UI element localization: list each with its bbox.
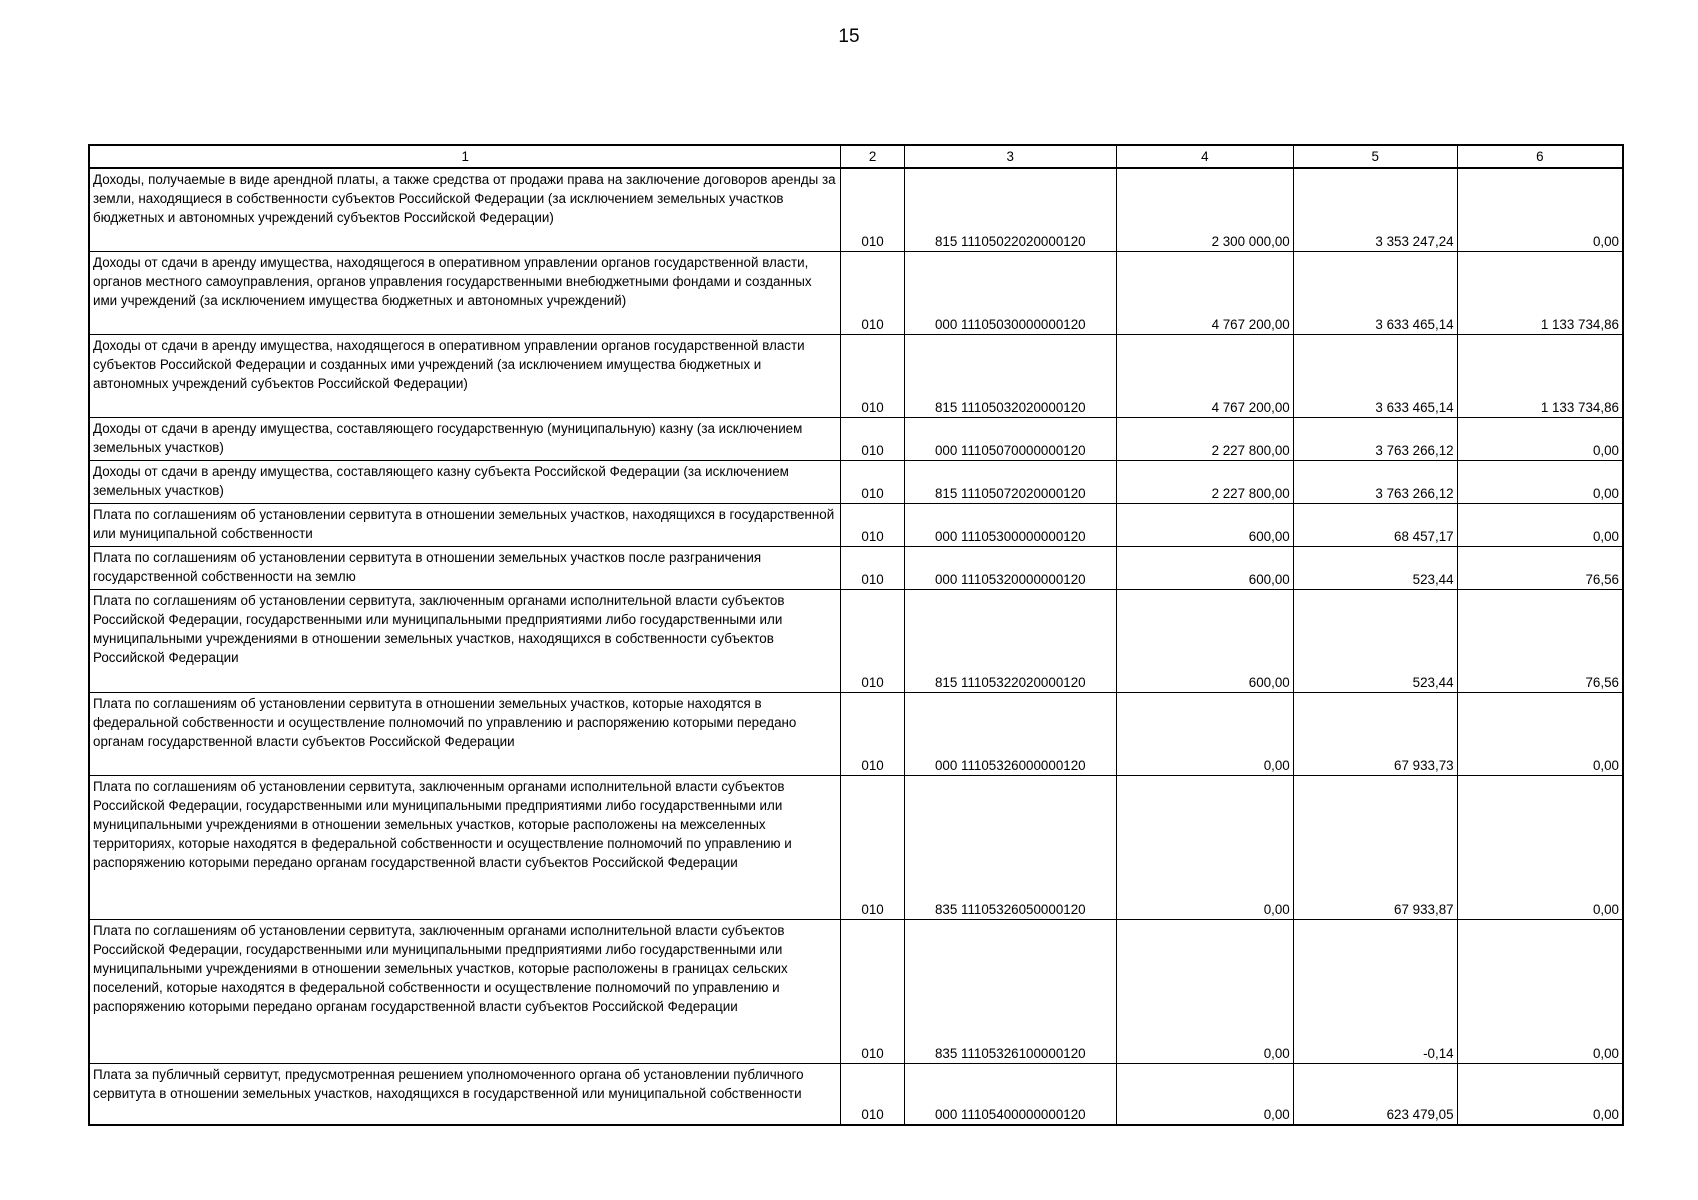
row-approved: 600,00 [1116,503,1293,546]
table-body [89,168,1623,1125]
row-unexecuted: 76,56 [1457,589,1623,692]
row-executed: 67 933,87 [1293,775,1457,919]
table-row [89,251,1623,334]
row-executed: 523,44 [1293,546,1457,589]
row-budget-code: 000 11105320000000120 [904,546,1116,589]
row-unexecuted: 0,00 [1457,692,1623,775]
row-budget-code: 000 11105326000000120 [904,692,1116,775]
row-line-code: 010 [841,503,904,546]
header-col-3: 3 [904,145,1116,168]
row-name: Доходы от сдачи в аренду имущества, находящегося в оперативном управлении органов государственной власти субъектов Российской Федерации и созданных ими учреждений (за исключением имущества бюджетных и автономных учреждений субъектов Российской Федерации) [89,334,841,417]
table-row [89,460,1623,503]
row-budget-code: 000 11105400000000120 [904,1063,1116,1125]
table-row [89,168,1623,251]
table-row [89,692,1623,775]
table-row [89,503,1623,546]
row-executed: 68 457,17 [1293,503,1457,546]
row-budget-code: 815 11105072020000120 [904,460,1116,503]
row-name: Доходы от сдачи в аренду имущества, составляющего казну субъекта Российской Федерации (за исключением земельных участков) [89,460,841,503]
table-row [89,919,1623,1063]
row-name: Доходы от сдачи в аренду имущества, находящегося в оперативном управлении органов государственной власти, органов местного самоуправления, органов управления государственными внебюджетными фондами и созданных ими учреждений (за исключением имущества бюджетных и автономных учреждений) [89,251,841,334]
row-executed: 3 633 465,14 [1293,251,1457,334]
row-budget-code: 835 11105326100000120 [904,919,1116,1063]
row-unexecuted: 0,00 [1457,503,1623,546]
row-line-code: 010 [841,775,904,919]
row-approved: 600,00 [1116,589,1293,692]
row-name: Плата за публичный сервитут, предусмотренная решением уполномоченного органа об установлении публичного сервитута в отношении земельных участков, находящихся в государственной или муниципальной собственности [89,1063,841,1125]
row-line-code: 010 [841,417,904,460]
row-name: Доходы, получаемые в виде арендной платы, а также средства от продажи права на заключение договоров аренды за земли, находящиеся в собственности субъектов Российской Федерации (за исключением земельных участков бюджетных и автономных учреждений субъектов Российской Федерации) [89,168,841,251]
row-approved: 2 227 800,00 [1116,460,1293,503]
row-budget-code: 000 11105070000000120 [904,417,1116,460]
row-unexecuted: 0,00 [1457,417,1623,460]
table-row [89,334,1623,417]
row-unexecuted: 1 133 734,86 [1457,251,1623,334]
row-name: Доходы от сдачи в аренду имущества, составляющего государственную (муниципальную) казну (за исключением земельных участков) [89,417,841,460]
row-unexecuted: 0,00 [1457,919,1623,1063]
header-col-1: 1 [89,145,841,168]
row-approved: 4 767 200,00 [1116,334,1293,417]
row-line-code: 010 [841,334,904,417]
table-row [89,589,1623,692]
row-approved: 0,00 [1116,692,1293,775]
row-approved: 2 227 800,00 [1116,417,1293,460]
row-line-code: 010 [841,168,904,251]
header-col-4: 4 [1116,145,1293,168]
row-approved: 0,00 [1116,775,1293,919]
row-executed: 67 933,73 [1293,692,1457,775]
row-unexecuted: 0,00 [1457,460,1623,503]
row-budget-code: 000 11105030000000120 [904,251,1116,334]
row-budget-code: 000 11105300000000120 [904,503,1116,546]
row-approved: 600,00 [1116,546,1293,589]
revenue-table [88,144,1624,1126]
row-unexecuted: 1 133 734,86 [1457,334,1623,417]
row-executed: 623 479,05 [1293,1063,1457,1125]
header-col-5: 5 [1293,145,1457,168]
table-header [89,145,1623,168]
row-unexecuted: 76,56 [1457,546,1623,589]
row-executed: 3 763 266,12 [1293,460,1457,503]
row-approved: 0,00 [1116,919,1293,1063]
row-budget-code: 815 11105022020000120 [904,168,1116,251]
header-col-2: 2 [841,145,904,168]
table-row [89,775,1623,919]
row-name: Плата по соглашениям об установлении сервитута, заключенным органами исполнительной власти субъектов Российской Федерации, государственными или муниципальными предприятиями либо государственными или муниципальными учреждениями в отношении земельных участков, находящихся в собственности субъектов Российской Федерации [89,589,841,692]
row-name: Плата по соглашениям об установлении сервитута в отношении земельных участков после разграничения государственной собственности на землю [89,546,841,589]
row-executed: 523,44 [1293,589,1457,692]
row-line-code: 010 [841,251,904,334]
table-row [89,546,1623,589]
row-line-code: 010 [841,589,904,692]
row-line-code: 010 [841,460,904,503]
row-executed: 3 353 247,24 [1293,168,1457,251]
row-budget-code: 835 11105326050000120 [904,775,1116,919]
row-line-code: 010 [841,1063,904,1125]
row-unexecuted: 0,00 [1457,1063,1623,1125]
row-executed: -0,14 [1293,919,1457,1063]
row-executed: 3 763 266,12 [1293,417,1457,460]
row-name: Плата по соглашениям об установлении сервитута, заключенным органами исполнительной власти субъектов Российской Федерации, государственными или муниципальными предприятиями либо государственными или муниципальными учреждениями в отношении земельных участков, которые расположены на межселенных территориях, которые находятся в федеральной собственности и осуществление полномочий по управлению и распоряжению которыми передано органам государственной власти субъектов Российской Федерации [89,775,841,919]
row-line-code: 010 [841,919,904,1063]
header-col-6: 6 [1457,145,1623,168]
row-budget-code: 815 11105322020000120 [904,589,1116,692]
row-unexecuted: 0,00 [1457,775,1623,919]
row-approved: 2 300 000,00 [1116,168,1293,251]
row-approved: 4 767 200,00 [1116,251,1293,334]
row-budget-code: 815 11105032020000120 [904,334,1116,417]
row-name: Плата по соглашениям об установлении сервитута в отношении земельных участков, находящихся в государственной или муниципальной собственности [89,503,841,546]
header-row [89,145,1623,168]
table-row [89,417,1623,460]
row-approved: 0,00 [1116,1063,1293,1125]
row-name: Плата по соглашениям об установлении сервитута, заключенным органами исполнительной власти субъектов Российской Федерации, государственными или муниципальными предприятиями либо государственными или муниципальными учреждениями в отношении земельных участков, которые расположены в границах сельских поселений, которые находятся в федеральной собственности и осуществление полномочий по управлению и распоряжению которыми передано органам государственной власти субъектов Российской Федерации [89,919,841,1063]
table-row [89,1063,1623,1125]
row-executed: 3 633 465,14 [1293,334,1457,417]
row-line-code: 010 [841,546,904,589]
row-line-code: 010 [841,692,904,775]
row-name: Плата по соглашениям об установлении сервитута в отношении земельных участков, которые находятся в федеральной собственности и осуществление полномочий по управлению и распоряжению которыми передано органам государственной власти субъектов Российской Федерации [89,692,841,775]
page-number: 15 [838,26,860,47]
row-unexecuted: 0,00 [1457,168,1623,251]
